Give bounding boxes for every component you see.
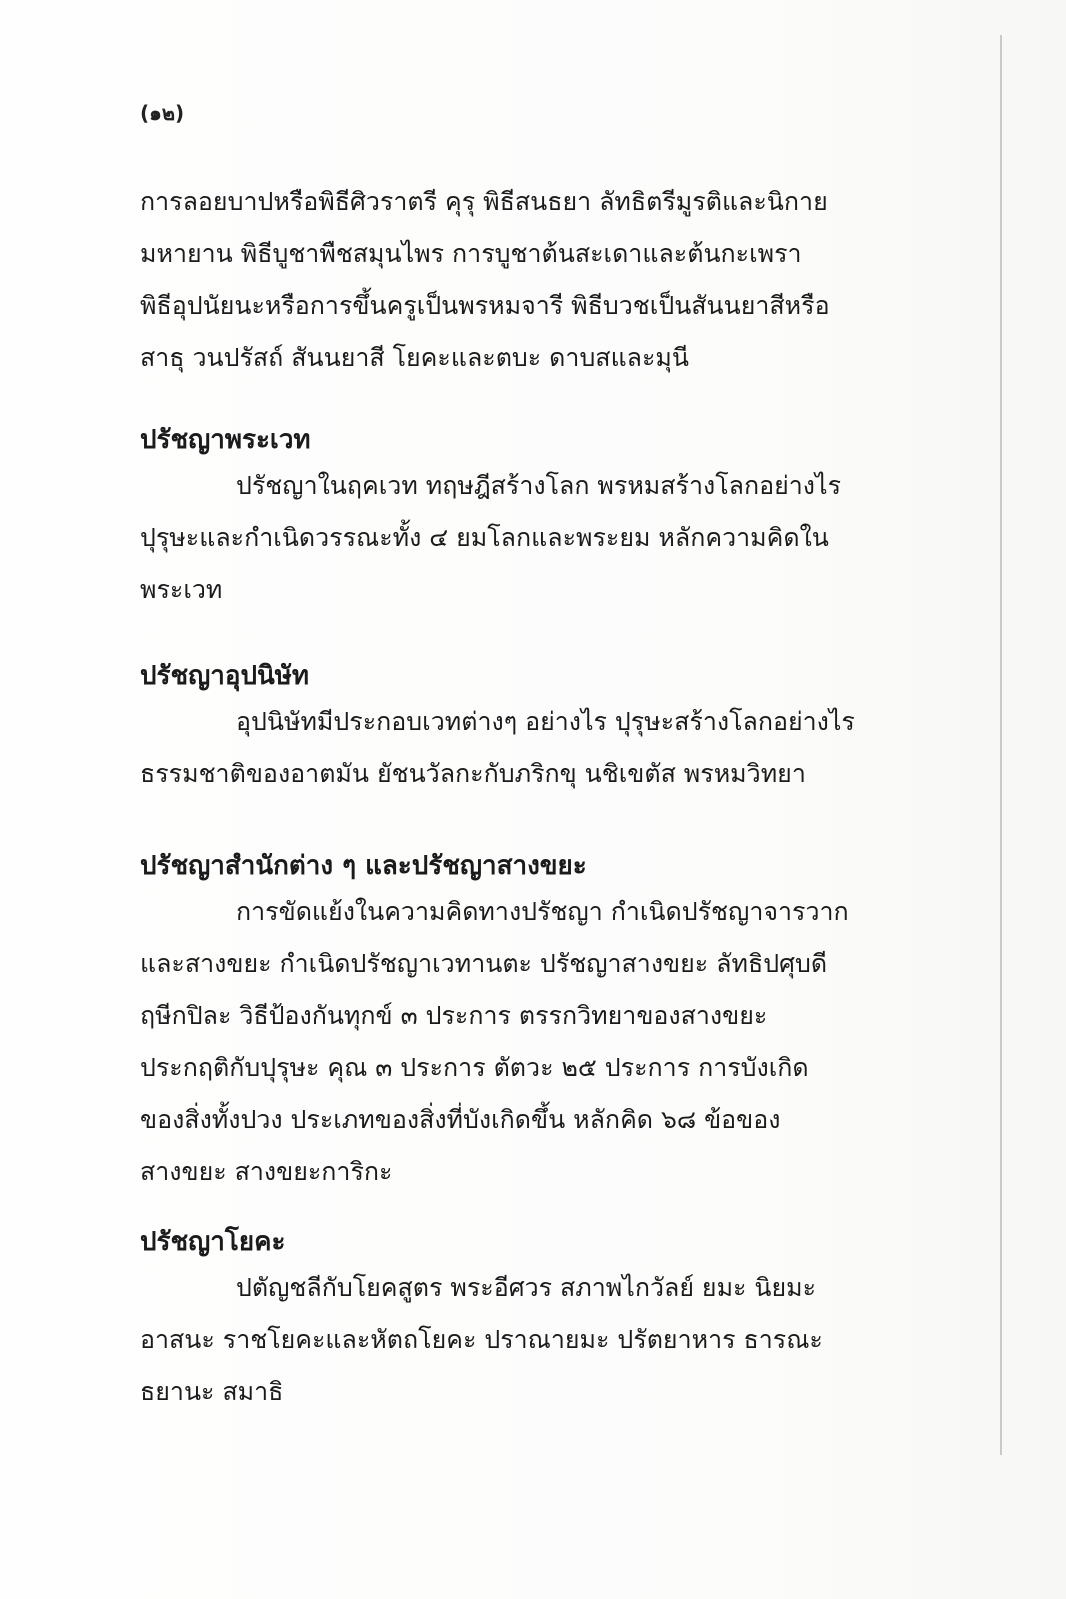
paragraph-line: สางขยะ สางขยะการิกะ	[140, 1157, 393, 1186]
section-schools-samkhya	[140, 846, 920, 1198]
paragraph-line: พระเวท	[140, 575, 223, 604]
paragraph-line: อุปนิษัทมีประกอบเวทต่างๆ อย่างไร ปุรุษะสร้างโลกอย่างไร	[236, 707, 855, 736]
paragraph-line: อาสนะ ราชโยคะและหัตถโยคะ ปราณายมะ ปรัตยาหาร ธารณะ	[140, 1325, 823, 1354]
paragraph-line: มหายาน พิธีบูชาพืชสมุนไพร การบูชาต้นสะเดาและต้นกะเพรา	[140, 239, 802, 268]
paragraph-line: ประกฤติกับปุรุษะ คุณ ๓ ประการ ตัตวะ ๒๕ ประการ การบังเกิด	[140, 1053, 809, 1082]
paragraph-line: สาธุ วนปรัสถ์ สันนยาสี โยคะและตบะ ดาบสและมุนี	[140, 343, 689, 372]
paragraph-line: ฤษีกปิละ วิธีป้องกันทุกข์ ๓ ประการ ตรรกวิทยาของสางขยะ	[140, 1001, 768, 1030]
paragraph-line: ธรรมชาติของอาตมัน ยัชนวัลกะกับภริกขุ นชิเขตัส พรหมวิทยา	[140, 759, 806, 788]
paragraph-line: ปรัชญาในฤคเวท ทฤษฎีสร้างโลก พรหมสร้างโลกอย่างไร	[236, 471, 842, 500]
intro-paragraph	[140, 176, 920, 384]
paragraph-line: ของสิ่งทั้งปวง ประเภทของสิ่งที่บังเกิดขึ้น หลักคิด ๖๘ ข้อของ	[140, 1105, 781, 1134]
paragraph-line: การขัดแย้งในความคิดทางปรัชญา กำเนิดปรัชญาจารวาก	[236, 897, 849, 926]
section-veda	[140, 420, 920, 616]
section-heading: ปรัชญาอุปนิษัท	[140, 661, 310, 691]
section-upanishad	[140, 656, 920, 800]
paragraph-line: ธยานะ สมาธิ	[140, 1377, 284, 1406]
section-yoga	[140, 1222, 920, 1418]
page-number: (๑๒)	[140, 101, 185, 125]
paragraph-line: พิธีอุปนัยนะหรือการขึ้นครูเป็นพรหมจารี พิธีบวชเป็นสันนยาสีหรือ	[140, 291, 830, 320]
paragraph-line: ปุรุษะและกำเนิดวรรณะทั้ง ๔ ยมโลกและพระยม หลักความคิดใน	[140, 523, 829, 552]
paragraph-line: การลอยบาปหรือพิธีศิวราตรี คุรุ พิธีสนธยา ลัทธิตรีมูรติและนิกาย	[140, 187, 828, 216]
page-edge-divider	[1000, 35, 1002, 1455]
section-heading: ปรัชญาสำนักต่าง ๆ และปรัชญาสางขยะ	[140, 851, 587, 881]
section-heading: ปรัชญาโยคะ	[140, 1227, 286, 1257]
paragraph-line: ปตัญชลีกับโยคสูตร พระอีศวร สภาพไกวัลย์ ยมะ นิยมะ	[236, 1273, 817, 1302]
paragraph-line: และสางขยะ กำเนิดปรัชญาเวทานตะ ปรัชญาสางขยะ ลัทธิปศุบดี	[140, 949, 828, 978]
section-heading: ปรัชญาพระเวท	[140, 425, 311, 455]
